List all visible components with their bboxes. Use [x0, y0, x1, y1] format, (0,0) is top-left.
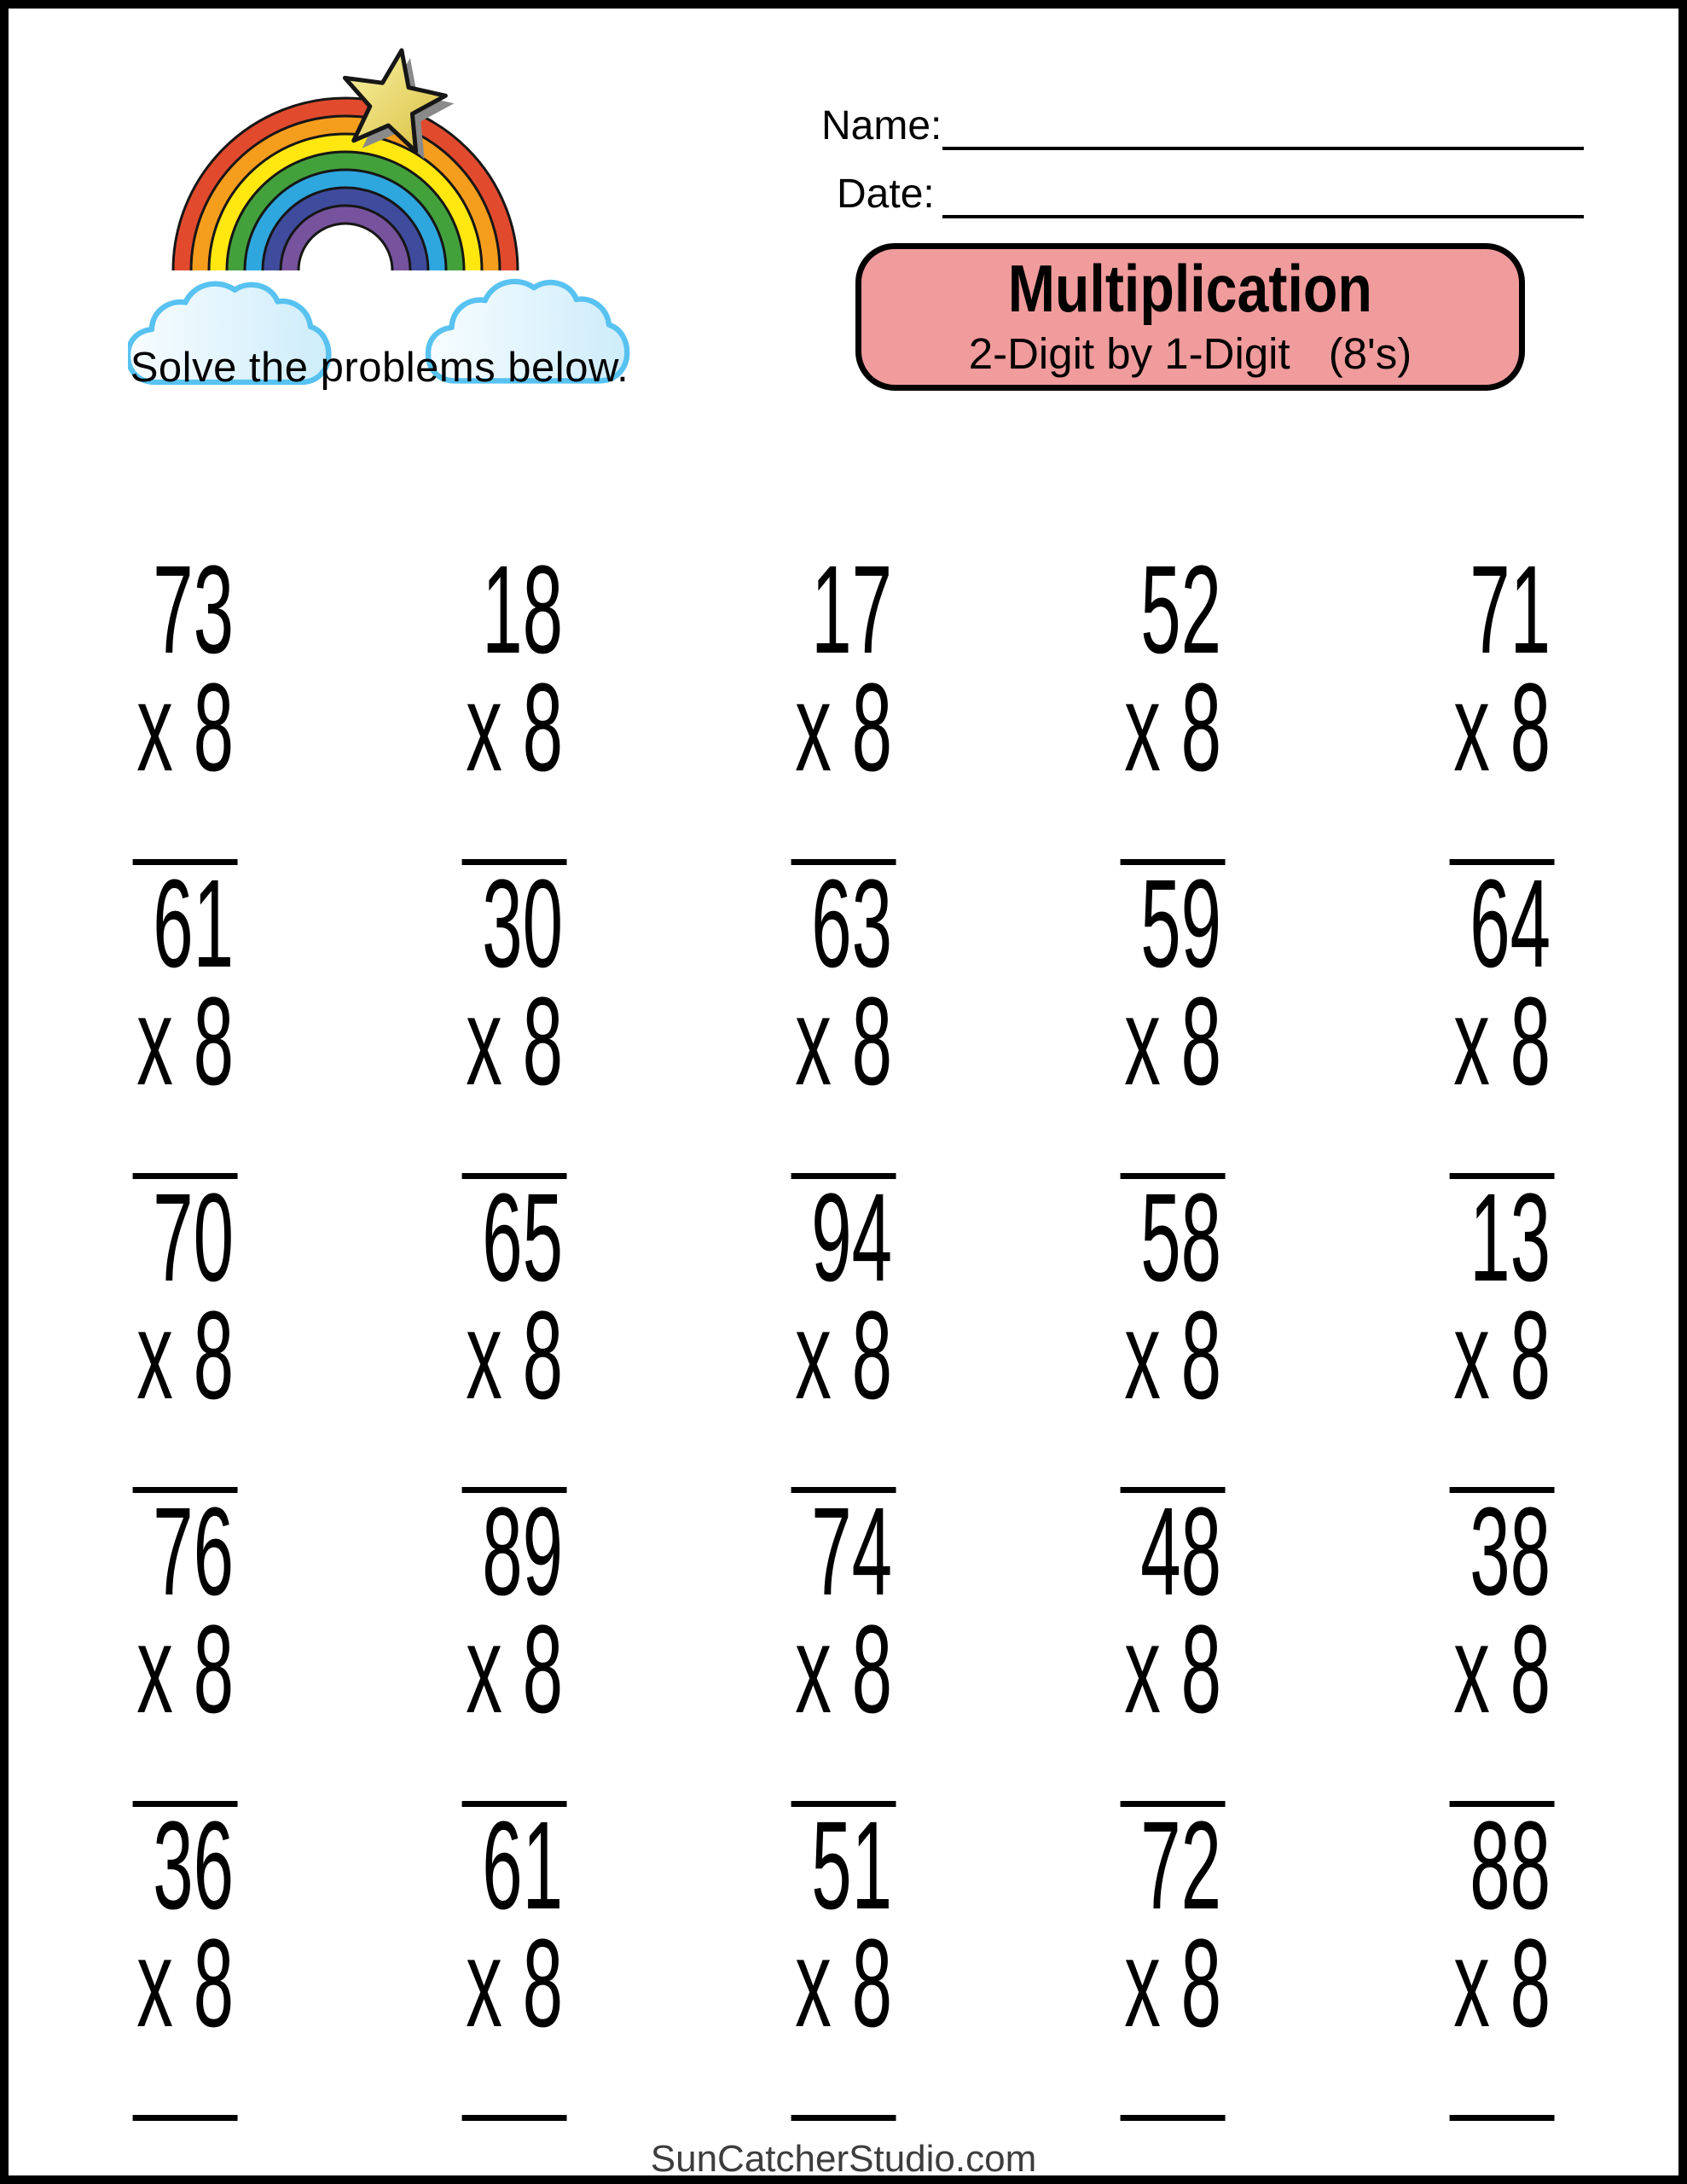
- multiplier: 8: [1510, 1914, 1551, 2053]
- multiplier: 8: [193, 972, 234, 1112]
- multiplication-problem: [132, 1482, 237, 1807]
- multiplier: 8: [522, 972, 563, 1112]
- multiply-operator: x: [1124, 1600, 1161, 1740]
- multiplier-row: [1453, 1286, 1551, 1426]
- multiply-operator: x: [795, 972, 832, 1112]
- multiply-operator: x: [1124, 972, 1161, 1112]
- multiplication-problem: [1120, 540, 1225, 865]
- multiplication-problem: [791, 1168, 896, 1493]
- multiplier: 8: [1180, 972, 1221, 1112]
- problem-cell: [1008, 1796, 1337, 2121]
- multiplicand: 18: [482, 540, 563, 680]
- title-box: [855, 243, 1525, 391]
- multiplier: 8: [1180, 658, 1221, 798]
- multiplier-row: [136, 1600, 234, 1740]
- multiplier-row: [795, 1286, 892, 1426]
- multiplicand: 13: [1470, 1168, 1551, 1308]
- multiplier-row: [795, 1914, 892, 2053]
- multiplier: 8: [522, 1600, 563, 1740]
- multiplier-row: [1124, 1914, 1221, 2053]
- multiplier-row: [1453, 972, 1551, 1112]
- multiplier: 8: [193, 658, 234, 798]
- multiplier: 8: [851, 658, 892, 798]
- multiplier: 8: [851, 1286, 892, 1426]
- multiplicand: 64: [1470, 854, 1551, 994]
- multiplier: 8: [851, 1600, 892, 1740]
- subtitle-text: 2-Digit by 1-Digit: [968, 329, 1290, 378]
- multiplier: 8: [193, 1600, 234, 1740]
- multiply-operator: x: [1124, 1914, 1161, 2053]
- multiply-operator: x: [1453, 1914, 1490, 2053]
- problem-cell: [1008, 1168, 1337, 1493]
- multiplicand: 94: [811, 1168, 892, 1308]
- multiplicand: 71: [1470, 540, 1551, 680]
- multiplication-problem: [1120, 1482, 1225, 1807]
- multiplicand: 61: [482, 1796, 563, 1936]
- multiplicand: 30: [482, 854, 563, 994]
- problem-cell: [20, 1168, 350, 1493]
- multiplication-problem: [1449, 1796, 1554, 2121]
- name-label: Name:: [821, 103, 942, 148]
- problem-cell: [1337, 1796, 1667, 2121]
- rainbow-bands: [173, 98, 518, 270]
- multiply-operator: x: [136, 972, 173, 1112]
- multiplier-row: [466, 1914, 563, 2053]
- multiplication-problem: [461, 540, 566, 865]
- multiply-operator: x: [136, 658, 173, 798]
- multiplier-row: [1124, 972, 1221, 1112]
- multiply-operator: x: [466, 972, 502, 1112]
- worksheet-subtitle: [969, 328, 1412, 379]
- multiplicand: 52: [1140, 540, 1221, 680]
- multiplier: 8: [1510, 658, 1551, 798]
- multiplier: 8: [1180, 1914, 1221, 2053]
- multiply-operator: x: [795, 1286, 832, 1426]
- multiplicand: 38: [1470, 1482, 1551, 1622]
- multiplication-problem: [1120, 1796, 1225, 2121]
- problem-cell: [1337, 854, 1667, 1179]
- multiplier-row: [1124, 658, 1221, 798]
- problem-cell: [20, 1482, 350, 1807]
- multiplication-problem: [791, 1796, 896, 2121]
- problem-cell: [679, 1796, 1008, 2121]
- multiply-operator: x: [795, 1914, 832, 2053]
- multiplier: 8: [522, 1914, 563, 2053]
- multiplicand: 73: [153, 540, 234, 680]
- multiplication-problem: [1120, 854, 1225, 1179]
- name-blank-line: [942, 147, 1584, 150]
- multiplier: 8: [1510, 1600, 1551, 1740]
- multiplier-row: [1453, 658, 1551, 798]
- multiply-operator: x: [1453, 1600, 1490, 1740]
- multiplier-row: [466, 658, 563, 798]
- multiplier-row: [795, 1600, 892, 1740]
- multiplier: 8: [522, 658, 563, 798]
- problem-cell: [20, 1796, 350, 2121]
- multiplier-row: [795, 658, 892, 798]
- multiplication-problem: [1449, 540, 1554, 865]
- multiplicand: 72: [1140, 1796, 1221, 1936]
- multiplicand: 61: [153, 854, 234, 994]
- multiplication-problem: [791, 1482, 896, 1807]
- multiplicand: 58: [1140, 1168, 1221, 1308]
- multiplicand: 17: [811, 540, 892, 680]
- date-label: Date:: [837, 171, 935, 217]
- multiply-operator: x: [136, 1600, 173, 1740]
- multiplier-row: [466, 972, 563, 1112]
- multiplication-problem: [1449, 854, 1554, 1179]
- multiply-operator: x: [1453, 1286, 1490, 1426]
- multiplier: 8: [193, 1286, 234, 1426]
- multiplication-problem: [1449, 1168, 1554, 1493]
- multiplicand: 51: [811, 1796, 892, 1936]
- multiplication-problem: [791, 854, 896, 1179]
- multiplier-row: [795, 972, 892, 1112]
- problem-cell: [679, 854, 1008, 1179]
- multiplication-problem: [132, 854, 237, 1179]
- multiplier-row: [466, 1600, 563, 1740]
- instruction-text: Solve the problems below.: [130, 345, 629, 391]
- problem-cell: [1008, 540, 1337, 865]
- multiply-operator: x: [795, 658, 832, 798]
- multiplier: 8: [522, 1286, 563, 1426]
- multiply-operator: x: [466, 1600, 502, 1740]
- problem-cell: [1008, 1482, 1337, 1807]
- multiplicand: 59: [1140, 854, 1221, 994]
- multiplicand: 88: [1470, 1796, 1551, 1936]
- multiplication-problem: [461, 1482, 566, 1807]
- multiplier-row: [136, 1286, 234, 1426]
- problem-cell: [350, 854, 679, 1179]
- problem-cell: [350, 1482, 679, 1807]
- multiplier: 8: [1180, 1600, 1221, 1740]
- date-blank-line: [942, 215, 1584, 218]
- multiplier-row: [1453, 1600, 1551, 1740]
- rainbow-art: [128, 47, 631, 392]
- multiplication-problem: [132, 1168, 237, 1493]
- multiply-operator: x: [466, 1286, 502, 1426]
- worksheet-title: Multiplication: [1007, 251, 1373, 326]
- subtitle-note: (8's): [1328, 329, 1412, 378]
- multiplication-problem: [132, 540, 237, 865]
- multiply-operator: x: [1124, 1286, 1161, 1426]
- multiplier-row: [1124, 1286, 1221, 1426]
- multiplier: 8: [851, 972, 892, 1112]
- multiply-operator: x: [1124, 658, 1161, 798]
- multiplier: 8: [1510, 1286, 1551, 1426]
- multiply-operator: x: [466, 1914, 502, 2053]
- multiplicand: 48: [1140, 1482, 1221, 1622]
- problem-cell: [1337, 1168, 1667, 1493]
- multiplicand: 65: [482, 1168, 563, 1308]
- problem-cell: [350, 540, 679, 865]
- multiplier: 8: [851, 1914, 892, 2053]
- footer-credit: SunCatcherStudio.com: [650, 2138, 1037, 2180]
- problem-cell: [20, 540, 350, 865]
- multiplier: 8: [1510, 972, 1551, 1112]
- problem-cell: [1008, 854, 1337, 1179]
- multiplicand: 89: [482, 1482, 563, 1622]
- multiplier-row: [466, 1286, 563, 1426]
- problem-cell: [679, 1168, 1008, 1493]
- multiplier-row: [136, 972, 234, 1112]
- problem-cell: [20, 854, 350, 1179]
- multiplication-problem: [1120, 1168, 1225, 1493]
- problem-cell: [679, 1482, 1008, 1807]
- multiplication-problem: [132, 1796, 237, 2121]
- multiply-operator: x: [466, 658, 502, 798]
- problem-cell: [350, 1168, 679, 1493]
- problem-cell: [1337, 1482, 1667, 1807]
- problem-cell: [679, 540, 1008, 865]
- multiplier-row: [1124, 1600, 1221, 1740]
- problem-cell: [1337, 540, 1667, 865]
- multiplication-problem: [461, 1168, 566, 1493]
- multiplication-problem: [791, 540, 896, 865]
- multiply-operator: x: [136, 1914, 173, 2053]
- multiplicand: 36: [153, 1796, 234, 1936]
- multiplication-problem: [1449, 1482, 1554, 1807]
- multiply-operator: x: [795, 1600, 832, 1740]
- multiplier: 8: [193, 1914, 234, 2053]
- multiplier: 8: [1180, 1286, 1221, 1426]
- multiplier-row: [136, 1914, 234, 2053]
- multiplier-row: [136, 658, 234, 798]
- multiplicand: 70: [153, 1168, 234, 1308]
- multiplication-problem: [461, 1796, 566, 2121]
- multiplicand: 74: [811, 1482, 892, 1622]
- multiplicand: 76: [153, 1482, 234, 1622]
- multiply-operator: x: [1453, 658, 1490, 798]
- multiplier-row: [1453, 1914, 1551, 2053]
- problem-cell: [350, 1796, 679, 2121]
- problems-grid: [20, 540, 1667, 2121]
- multiplication-problem: [461, 854, 566, 1179]
- multiply-operator: x: [1453, 972, 1490, 1112]
- multiply-operator: x: [136, 1286, 173, 1426]
- multiplicand: 63: [811, 854, 892, 994]
